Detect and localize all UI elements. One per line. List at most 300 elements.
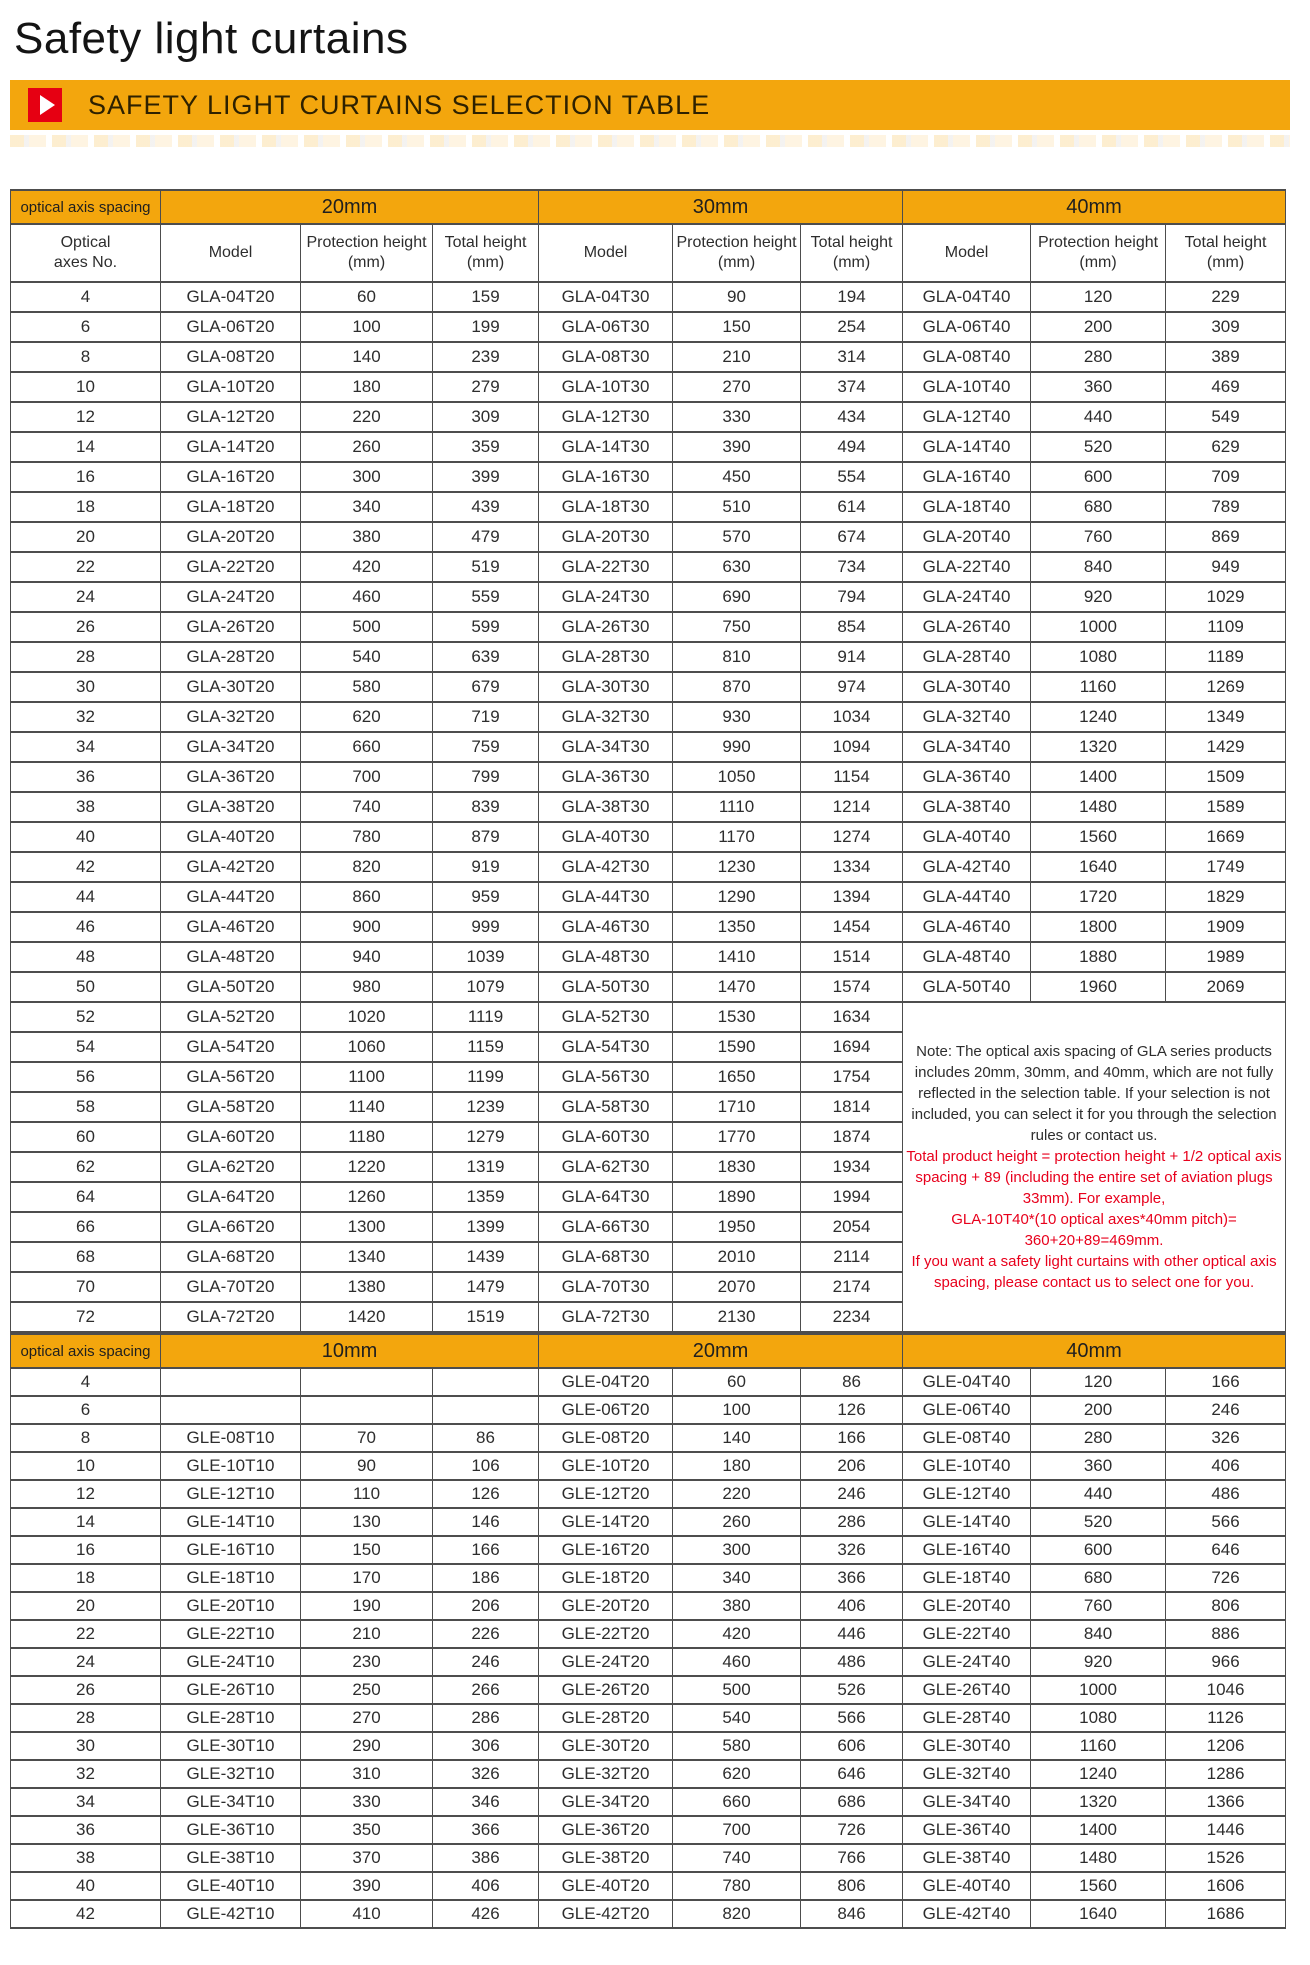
protection-height-cell: 390	[673, 432, 801, 462]
model-cell: GLE-40T40	[903, 1872, 1031, 1900]
model-cell: GLA-40T40	[903, 822, 1031, 852]
protection-height-cell: 410	[301, 1900, 433, 1928]
protection-height-cell: 600	[1031, 1536, 1166, 1564]
total-height-cell: 1269	[1166, 672, 1286, 702]
total-height-cell: 479	[433, 522, 539, 552]
col-header-total-label: Total height	[810, 234, 893, 251]
model-cell: GLE-06T40	[903, 1396, 1031, 1424]
model-cell: GLE-42T20	[539, 1900, 673, 1928]
axes-count-cell: 24	[11, 1648, 161, 1676]
model-cell: GLA-26T40	[903, 612, 1031, 642]
protection-height-cell: 1400	[1031, 762, 1166, 792]
table-row	[11, 1816, 1286, 1844]
total-height-cell: 526	[801, 1676, 903, 1704]
model-cell: GLA-50T20	[161, 972, 301, 1002]
table-row	[11, 342, 1286, 372]
total-height-cell: 959	[433, 882, 539, 912]
model-cell: GLE-16T20	[539, 1536, 673, 1564]
total-height-cell: 1349	[1166, 702, 1286, 732]
total-height-cell: 846	[801, 1900, 903, 1928]
total-height-cell: 734	[801, 552, 903, 582]
total-height-cell: 366	[801, 1564, 903, 1592]
protection-height-cell: 1480	[1031, 1844, 1166, 1872]
protection-height-cell: 510	[673, 492, 801, 522]
protection-height-cell	[301, 1396, 433, 1424]
table-row	[11, 822, 1286, 852]
protection-height-cell: 1020	[301, 1002, 433, 1032]
model-cell: GLE-16T10	[161, 1536, 301, 1564]
model-cell: GLA-36T40	[903, 762, 1031, 792]
model-cell: GLE-28T40	[903, 1704, 1031, 1732]
total-height-cell: 159	[433, 282, 539, 312]
model-cell: GLE-40T10	[161, 1872, 301, 1900]
table-row	[11, 582, 1286, 612]
table-row	[11, 1788, 1286, 1816]
protection-height-cell: 680	[1031, 492, 1166, 522]
col-header-total	[801, 224, 903, 282]
model-cell: GLA-54T30	[539, 1032, 673, 1062]
table-row	[11, 672, 1286, 702]
model-cell: GLA-10T30	[539, 372, 673, 402]
axes-count-cell: 30	[11, 1732, 161, 1760]
model-cell: GLE-40T20	[539, 1872, 673, 1900]
model-cell: GLE-38T20	[539, 1844, 673, 1872]
table-row	[11, 792, 1286, 822]
col-header-axes	[11, 224, 161, 282]
protection-height-cell: 600	[1031, 462, 1166, 492]
axes-count-cell: 22	[11, 552, 161, 582]
total-height-cell: 1479	[433, 1272, 539, 1302]
total-height-cell: 599	[433, 612, 539, 642]
protection-height-cell: 1800	[1031, 912, 1166, 942]
total-height-cell: 1934	[801, 1152, 903, 1182]
model-cell: GLA-30T20	[161, 672, 301, 702]
protection-height-cell: 120	[1031, 282, 1166, 312]
table-row	[11, 1424, 1286, 1452]
protection-height-cell	[301, 1368, 433, 1396]
model-cell: GLE-36T20	[539, 1816, 673, 1844]
total-height-cell: 966	[1166, 1648, 1286, 1676]
protection-height-cell: 1400	[1031, 1816, 1166, 1844]
total-height-cell: 186	[433, 1564, 539, 1592]
protection-height-cell: 280	[1031, 1424, 1166, 1452]
protection-height-cell: 520	[1031, 432, 1166, 462]
model-cell	[161, 1368, 301, 1396]
total-height-cell: 1286	[1166, 1760, 1286, 1788]
axes-count-cell: 38	[11, 792, 161, 822]
col-header-model: Model	[903, 224, 1031, 282]
total-height-cell: 1574	[801, 972, 903, 1002]
total-height-cell: 406	[1166, 1452, 1286, 1480]
model-cell: GLA-38T20	[161, 792, 301, 822]
total-height-cell: 166	[1166, 1368, 1286, 1396]
axes-count-cell: 36	[11, 1816, 161, 1844]
protection-height-cell: 260	[673, 1508, 801, 1536]
model-cell: GLE-24T10	[161, 1648, 301, 1676]
axes-count-cell: 12	[11, 402, 161, 432]
total-height-cell: 869	[1166, 522, 1286, 552]
protection-height-cell: 1340	[301, 1242, 433, 1272]
protection-height-cell: 440	[1031, 402, 1166, 432]
table-row	[11, 762, 1286, 792]
col-header-protection-unit: (mm)	[717, 254, 756, 271]
total-height-cell: 246	[433, 1648, 539, 1676]
total-height-cell: 614	[801, 492, 903, 522]
protection-height-cell: 700	[301, 762, 433, 792]
axes-count-cell: 52	[11, 1002, 161, 1032]
model-cell: GLA-28T40	[903, 642, 1031, 672]
model-cell: GLA-42T20	[161, 852, 301, 882]
axes-count-cell: 8	[11, 342, 161, 372]
col-header-protection	[673, 224, 801, 282]
total-height-cell: 326	[433, 1760, 539, 1788]
model-cell: GLA-04T40	[903, 282, 1031, 312]
model-cell: GLE-20T10	[161, 1592, 301, 1620]
table-row	[11, 372, 1286, 402]
total-height-cell: 839	[433, 792, 539, 822]
col-header-protection-label: Protection height	[1037, 234, 1159, 251]
axes-count-cell: 48	[11, 942, 161, 972]
model-cell: GLE-14T10	[161, 1508, 301, 1536]
model-cell: GLA-16T20	[161, 462, 301, 492]
total-height-cell: 1519	[433, 1302, 539, 1332]
total-height-cell: 1206	[1166, 1732, 1286, 1760]
total-height-cell: 1909	[1166, 912, 1286, 942]
table-row	[11, 282, 1286, 312]
model-cell: GLE-10T10	[161, 1452, 301, 1480]
axes-count-cell: 6	[11, 1396, 161, 1424]
model-cell: GLA-04T30	[539, 282, 673, 312]
axes-count-cell: 14	[11, 432, 161, 462]
protection-height-cell: 100	[301, 312, 433, 342]
model-cell: GLA-38T30	[539, 792, 673, 822]
protection-height-cell: 190	[301, 1592, 433, 1620]
protection-height-cell: 460	[301, 582, 433, 612]
col-header-total-unit: (mm)	[466, 254, 505, 271]
model-cell: GLA-24T40	[903, 582, 1031, 612]
axes-count-cell: 18	[11, 492, 161, 522]
axes-count-cell: 16	[11, 462, 161, 492]
protection-height-cell: 1530	[673, 1002, 801, 1032]
protection-height-cell: 1240	[1031, 702, 1166, 732]
axes-count-cell: 30	[11, 672, 161, 702]
total-height-cell	[433, 1368, 539, 1396]
section-banner-title: SAFETY LIGHT CURTAINS SELECTION TABLE	[88, 89, 711, 120]
total-height-cell: 1214	[801, 792, 903, 822]
axes-count-cell: 20	[11, 522, 161, 552]
axes-count-cell: 8	[11, 1424, 161, 1452]
axes-count-cell: 34	[11, 732, 161, 762]
total-height-cell: 566	[1166, 1508, 1286, 1536]
axes-count-cell: 26	[11, 1676, 161, 1704]
total-height-cell: 766	[801, 1844, 903, 1872]
total-height-cell	[433, 1396, 539, 1424]
axes-count-cell: 40	[11, 822, 161, 852]
total-height-cell: 1446	[1166, 1816, 1286, 1844]
model-cell: GLE-08T10	[161, 1424, 301, 1452]
model-cell: GLE-06T20	[539, 1396, 673, 1424]
protection-height-cell: 500	[301, 612, 433, 642]
protection-height-cell: 1640	[1031, 1900, 1166, 1928]
model-cell: GLA-12T40	[903, 402, 1031, 432]
model-cell: GLA-16T40	[903, 462, 1031, 492]
model-cell: GLE-26T40	[903, 1676, 1031, 1704]
table-row	[11, 612, 1286, 642]
total-height-cell: 1429	[1166, 732, 1286, 762]
axes-count-cell: 16	[11, 1536, 161, 1564]
protection-height-cell: 1170	[673, 822, 801, 852]
axes-count-cell: 6	[11, 312, 161, 342]
protection-height-cell: 660	[301, 732, 433, 762]
protection-height-cell: 1560	[1031, 1872, 1166, 1900]
protection-height-cell: 580	[301, 672, 433, 702]
total-height-cell: 1109	[1166, 612, 1286, 642]
col-header-protection	[301, 224, 433, 282]
table-row	[11, 1002, 1286, 1032]
total-height-cell: 406	[433, 1872, 539, 1900]
protection-height-cell: 1000	[1031, 1676, 1166, 1704]
total-height-cell: 1399	[433, 1212, 539, 1242]
protection-height-cell: 390	[301, 1872, 433, 1900]
axes-count-cell: 10	[11, 1452, 161, 1480]
protection-height-cell: 820	[301, 852, 433, 882]
total-height-cell: 1526	[1166, 1844, 1286, 1872]
protection-height-cell: 210	[301, 1620, 433, 1648]
protection-height-cell: 120	[1031, 1368, 1166, 1396]
note-text-black: Note: The optical axis spacing of GLA series products includes 20mm, 30mm, and 40mm, which are not fully reflected in the selection table. If your selection is not included, you can select it for you through the selection rules or contact us.	[911, 1043, 1277, 1144]
table-row	[11, 1844, 1286, 1872]
table-row	[11, 552, 1286, 582]
model-cell: GLA-24T30	[539, 582, 673, 612]
model-cell: GLA-18T30	[539, 492, 673, 522]
model-cell: GLE-42T10	[161, 1900, 301, 1928]
model-cell: GLE-12T40	[903, 1480, 1031, 1508]
total-height-cell: 1239	[433, 1092, 539, 1122]
total-height-cell: 1634	[801, 1002, 903, 1032]
protection-height-cell: 200	[1031, 1396, 1166, 1424]
protection-height-cell: 100	[673, 1396, 801, 1424]
total-height-cell: 1366	[1166, 1788, 1286, 1816]
protection-height-cell: 860	[301, 882, 433, 912]
protection-height-cell: 900	[301, 912, 433, 942]
protection-height-cell: 1080	[1031, 1704, 1166, 1732]
protection-height-cell: 300	[673, 1536, 801, 1564]
model-cell: GLE-36T10	[161, 1816, 301, 1844]
protection-height-cell: 760	[1031, 522, 1166, 552]
protection-height-cell: 1480	[1031, 792, 1166, 822]
protection-height-cell: 290	[301, 1732, 433, 1760]
protection-height-cell: 420	[673, 1620, 801, 1648]
protection-height-cell: 1180	[301, 1122, 433, 1152]
axes-count-cell: 42	[11, 852, 161, 882]
model-cell: GLE-08T40	[903, 1424, 1031, 1452]
protection-height-cell: 700	[673, 1816, 801, 1844]
total-height-cell: 309	[1166, 312, 1286, 342]
total-height-cell: 1439	[433, 1242, 539, 1272]
total-height-cell: 806	[801, 1872, 903, 1900]
protection-height-cell: 1230	[673, 852, 801, 882]
model-cell: GLA-66T30	[539, 1212, 673, 1242]
protection-height-cell: 2130	[673, 1302, 801, 1332]
model-cell: GLA-56T30	[539, 1062, 673, 1092]
table-row	[11, 1368, 1286, 1396]
total-height-cell: 374	[801, 372, 903, 402]
total-height-cell: 2069	[1166, 972, 1286, 1002]
model-cell: GLA-48T20	[161, 942, 301, 972]
protection-height-cell: 200	[1031, 312, 1166, 342]
model-cell: GLE-04T40	[903, 1368, 1031, 1396]
gle-group-header-40mm: 40mm	[903, 1334, 1286, 1368]
table-row	[11, 492, 1286, 522]
total-height-cell: 974	[801, 672, 903, 702]
total-height-cell: 439	[433, 492, 539, 522]
gle-spacing-label: optical axis spacing	[11, 1334, 161, 1368]
total-height-cell: 286	[433, 1704, 539, 1732]
total-height-cell: 2234	[801, 1302, 903, 1332]
protection-height-cell: 280	[1031, 342, 1166, 372]
total-height-cell: 406	[801, 1592, 903, 1620]
axes-count-cell: 56	[11, 1062, 161, 1092]
model-cell: GLA-30T40	[903, 672, 1031, 702]
axes-count-cell: 72	[11, 1302, 161, 1332]
protection-height-cell: 340	[301, 492, 433, 522]
total-height-cell: 166	[433, 1536, 539, 1564]
note-text-red: Total product height = protection height + 1/2 optical axis spacing + 89 (including the entire set of aviation plugs 33mm). For example,	[906, 1148, 1282, 1207]
total-height-cell: 126	[433, 1480, 539, 1508]
axes-count-cell: 10	[11, 372, 161, 402]
total-height-cell: 999	[433, 912, 539, 942]
model-cell: GLA-64T20	[161, 1182, 301, 1212]
protection-height-cell: 1410	[673, 942, 801, 972]
protection-height-cell: 440	[1031, 1480, 1166, 1508]
total-height-cell: 366	[433, 1816, 539, 1844]
col-header-total-label: Total height	[444, 234, 527, 251]
total-height-cell: 1034	[801, 702, 903, 732]
model-cell: GLA-12T30	[539, 402, 673, 432]
model-cell: GLE-18T40	[903, 1564, 1031, 1592]
model-cell: GLE-32T20	[539, 1760, 673, 1788]
protection-height-cell: 1640	[1031, 852, 1166, 882]
protection-height-cell: 1050	[673, 762, 801, 792]
gla-column-header-row	[11, 224, 1286, 282]
protection-height-cell: 1560	[1031, 822, 1166, 852]
protection-height-cell: 620	[301, 702, 433, 732]
model-cell: GLA-06T30	[539, 312, 673, 342]
model-cell: GLA-34T20	[161, 732, 301, 762]
play-triangle-icon	[40, 95, 55, 115]
protection-height-cell: 150	[301, 1536, 433, 1564]
total-height-cell: 1279	[433, 1122, 539, 1152]
protection-height-cell: 60	[301, 282, 433, 312]
total-height-cell: 2114	[801, 1242, 903, 1272]
col-header-protection-unit: (mm)	[347, 254, 386, 271]
model-cell: GLA-44T40	[903, 882, 1031, 912]
model-cell: GLE-42T40	[903, 1900, 1031, 1928]
model-cell: GLE-04T20	[539, 1368, 673, 1396]
model-cell: GLE-12T10	[161, 1480, 301, 1508]
protection-height-cell: 2010	[673, 1242, 801, 1272]
total-height-cell: 1994	[801, 1182, 903, 1212]
protection-height-cell: 750	[673, 612, 801, 642]
axes-count-cell: 44	[11, 882, 161, 912]
protection-height-cell: 940	[301, 942, 433, 972]
total-height-cell: 86	[801, 1368, 903, 1396]
total-height-cell: 886	[1166, 1620, 1286, 1648]
table-row	[11, 1508, 1286, 1536]
axes-count-cell: 68	[11, 1242, 161, 1272]
note-cell	[903, 1002, 1286, 1332]
axes-count-cell: 20	[11, 1592, 161, 1620]
protection-height-cell: 760	[1031, 1592, 1166, 1620]
table-row	[11, 702, 1286, 732]
col-header-model: Model	[539, 224, 673, 282]
model-cell: GLA-46T30	[539, 912, 673, 942]
protection-height-cell: 220	[301, 402, 433, 432]
total-height-cell: 559	[433, 582, 539, 612]
table-row	[11, 1760, 1286, 1788]
axes-count-cell: 26	[11, 612, 161, 642]
total-height-cell: 254	[801, 312, 903, 342]
model-cell: GLE-34T40	[903, 1788, 1031, 1816]
model-cell: GLE-38T10	[161, 1844, 301, 1872]
model-cell: GLE-28T20	[539, 1704, 673, 1732]
model-cell: GLE-08T20	[539, 1424, 673, 1452]
model-cell: GLA-10T40	[903, 372, 1031, 402]
model-cell: GLE-34T10	[161, 1788, 301, 1816]
page-title: Safety light curtains	[14, 14, 409, 63]
protection-height-cell: 300	[301, 462, 433, 492]
table-row	[11, 642, 1286, 672]
model-cell: GLA-22T30	[539, 552, 673, 582]
total-height-cell: 554	[801, 462, 903, 492]
table-row	[11, 1564, 1286, 1592]
protection-height-cell: 980	[301, 972, 433, 1002]
total-height-cell: 389	[1166, 342, 1286, 372]
table-row	[11, 432, 1286, 462]
model-cell: GLA-04T20	[161, 282, 301, 312]
col-header-axes-line1: Optical	[60, 234, 111, 251]
table-row	[11, 1648, 1286, 1676]
protection-height-cell: 420	[301, 552, 433, 582]
axes-count-cell: 28	[11, 642, 161, 672]
protection-height-cell: 270	[301, 1704, 433, 1732]
total-height-cell: 1989	[1166, 942, 1286, 972]
model-cell: GLA-14T30	[539, 432, 673, 462]
protection-height-cell: 270	[673, 372, 801, 402]
col-header-protection-label: Protection height	[676, 234, 797, 251]
total-height-cell: 126	[801, 1396, 903, 1424]
table-row	[11, 972, 1286, 1002]
table-row	[11, 1536, 1286, 1564]
protection-height-cell: 230	[301, 1648, 433, 1676]
total-height-cell: 229	[1166, 282, 1286, 312]
model-cell: GLA-40T20	[161, 822, 301, 852]
table-row	[11, 402, 1286, 432]
model-cell: GLA-20T40	[903, 522, 1031, 552]
axes-count-cell: 4	[11, 1368, 161, 1396]
model-cell: GLA-62T30	[539, 1152, 673, 1182]
protection-height-cell: 360	[1031, 1452, 1166, 1480]
protection-height-cell: 1720	[1031, 882, 1166, 912]
table-row	[11, 912, 1286, 942]
axes-count-cell: 14	[11, 1508, 161, 1536]
model-cell: GLA-14T40	[903, 432, 1031, 462]
total-height-cell: 919	[433, 852, 539, 882]
axes-count-cell: 12	[11, 1480, 161, 1508]
model-cell: GLE-22T40	[903, 1620, 1031, 1648]
table-row	[11, 1592, 1286, 1620]
axes-count-cell: 4	[11, 282, 161, 312]
